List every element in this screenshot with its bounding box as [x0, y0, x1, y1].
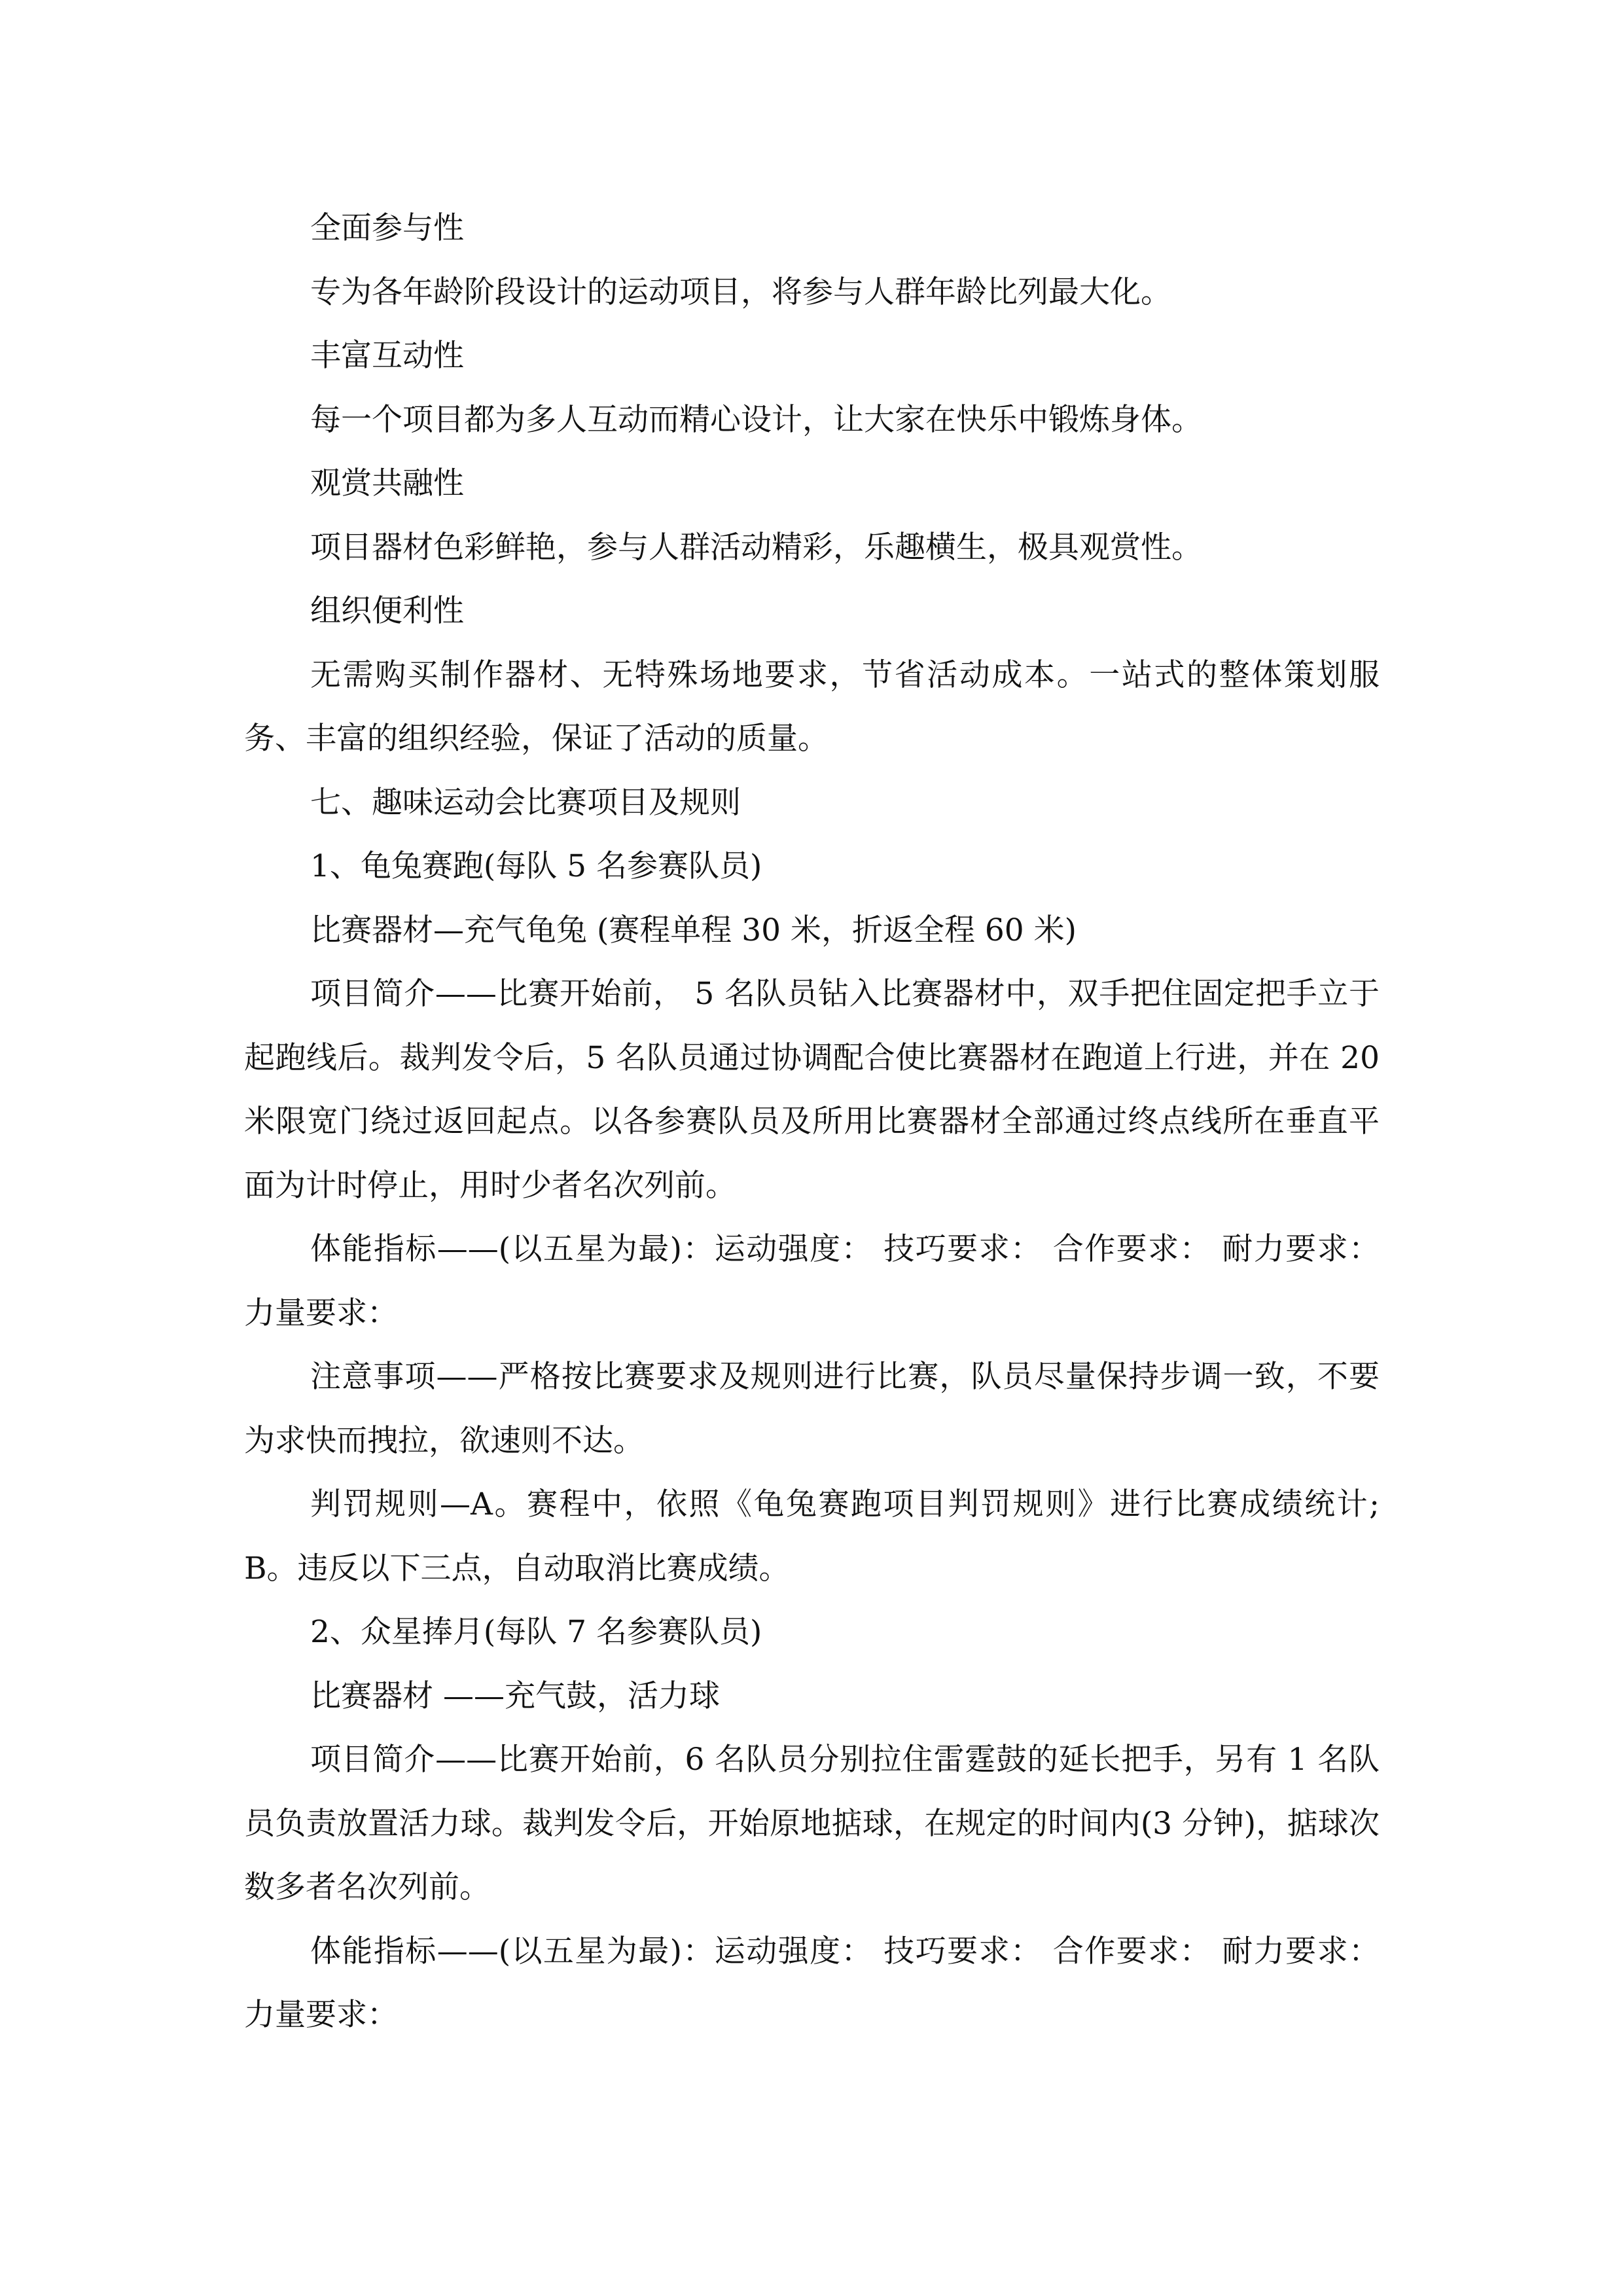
event-1-equipment: 比赛器材—充气龟兔 (赛程单程 30 米，折返全程 60 米) — [310, 912, 1077, 948]
document-body — [244, 196, 1380, 2047]
event-2-title: 2、众星捧月(每队 7 名参赛队员) — [310, 1614, 762, 1650]
heading-rich-interaction: 丰富互动性 — [310, 338, 464, 374]
heading-organization-convenience: 组织便利性 — [310, 593, 464, 629]
event-1-notes: 注意事项——严格按比赛要求及规则进行比赛，队员尽量保持步调一致，不要为求快而拽拉，欲速则不达。 — [244, 1359, 1380, 1459]
paragraph-viewing-fusion: 项目器材色彩鲜艳，参与人群活动精彩，乐趣横生，极具观赏性。 — [310, 529, 1202, 565]
paragraph-full-participation: 专为各年龄阶段设计的运动项目，将参与人群年龄比列最大化。 — [310, 274, 1171, 310]
event-2-fitness-indicators: 体能指标——(以五星为最)：运动强度： 技巧要求： 合作要求： 耐力要求： 力量要求： — [244, 1933, 1380, 2033]
section-heading-events-rules: 七、趣味运动会比赛项目及规则 — [310, 784, 741, 821]
event-2-introduction: 项目简介——比赛开始前，6 名队员分别拉住雷霆鼓的延长把手，另有 1 名队员负责放置活力球。裁判发令后，开始原地掂球，在规定的时间内(3 分钟)，掂球次数多者名次列前。 — [244, 1742, 1380, 1905]
event-1-fitness-indicators: 体能指标——(以五星为最)：运动强度： 技巧要求： 合作要求： 耐力要求： 力量要求： — [244, 1231, 1380, 1331]
event-1-introduction: 项目简介——比赛开始前， 5 名队员钻入比赛器材中，双手把住固定把手立于起跑线后。裁判发令后，5 名队员通过协调配合使比赛器材在跑道上行进，并在 20 米限宽门绕过返回起点。以各参赛队员及所用比赛器材全部通过终点线所在垂直平面为计时停止，用时少者名次列前。 — [244, 976, 1380, 1204]
paragraph-rich-interaction: 每一个项目都为多人互动而精心设计，让大家在快乐中锻炼身体。 — [310, 401, 1202, 438]
paragraph-organization-convenience: 无需购买制作器材、无特殊场地要求，节省活动成本。一站式的整体策划服务、丰富的组织经验，保证了活动的质量。 — [244, 656, 1380, 757]
event-1-title: 1、龟兔赛跑(每队 5 名参赛队员) — [310, 848, 762, 884]
heading-viewing-fusion: 观赏共融性 — [310, 465, 464, 501]
event-2-equipment: 比赛器材 ——充气鼓，活力球 — [310, 1677, 720, 1714]
heading-full-participation: 全面参与性 — [310, 210, 464, 246]
event-1-penalty-rules: 判罚规则—A。赛程中，依照《龟兔赛跑项目判罚规则》进行比赛成绩统计;B。违反以下三点，自动取消比赛成绩。 — [244, 1486, 1380, 1587]
